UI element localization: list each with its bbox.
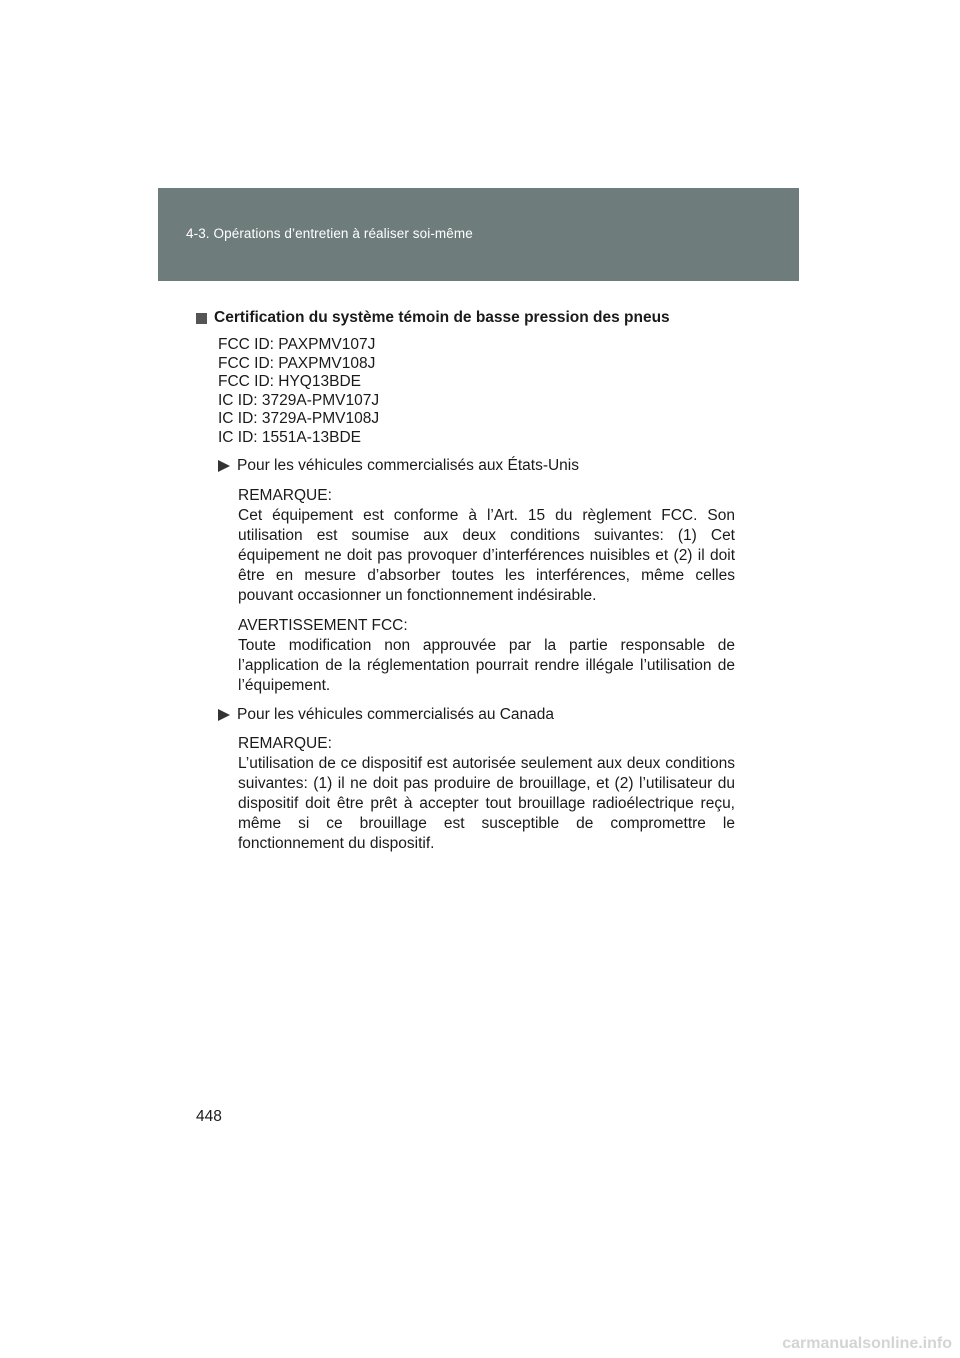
triangle-arrow-icon bbox=[218, 460, 230, 472]
warning-text: Toute modification non approuvée par la partie responsable de l’application de la réglementation pourrait rendre illégale l’utilisation de l’équipement. bbox=[238, 636, 735, 694]
id-line: IC ID: 3729A-PMV108J bbox=[218, 410, 380, 427]
usa-item bbox=[218, 457, 736, 476]
id-list bbox=[218, 336, 736, 447]
watermark: carmanualsonline.info bbox=[782, 1335, 952, 1352]
note-label: REMARQUE: bbox=[238, 486, 332, 504]
id-line: FCC ID: HYQ13BDE bbox=[218, 373, 361, 390]
warning-label: AVERTISSEMENT FCC: bbox=[238, 616, 408, 634]
heading-text: Certification du système témoin de basse pression des pneus bbox=[214, 309, 670, 326]
id-line: IC ID: 1551A-13BDE bbox=[218, 428, 362, 446]
note-label: REMARQUE: bbox=[238, 735, 332, 752]
id-line: FCC ID: PAXPMV108J bbox=[218, 354, 376, 372]
page-number: 448 bbox=[196, 1108, 222, 1125]
note-text: Cet équipement est conforme à l’Art. 15 du règlement FCC. Son utilisation est soumise aux deux conditions suivantes: (1) Cet équipement ne doit pas provoquer d’interférences nuisibles et (2) il doit être en mesure d’absorber toutes les interférences, même celles pouvant occasionner un fonctionnement indésirable. bbox=[238, 506, 735, 604]
square-bullet-icon bbox=[196, 313, 207, 324]
usa-note bbox=[238, 486, 735, 606]
id-line: FCC ID: PAXPMV107J bbox=[218, 336, 376, 353]
usa-warning bbox=[238, 616, 735, 696]
section-header-band bbox=[158, 188, 799, 281]
canada-title: Pour les véhicules commercialisés au Canada bbox=[237, 705, 555, 723]
usa-title: Pour les véhicules commercialisés aux États-Unis bbox=[237, 457, 579, 474]
section-heading bbox=[196, 308, 736, 328]
triangle-arrow-icon bbox=[218, 709, 230, 721]
note-text: L’utilisation de ce dispositif est autorisée seulement aux deux conditions suivantes: (1) il ne doit pas produire de brouillage, et (2) l’utilisateur du dispositif doit être prêt à accepter tout brouillage radioélectrique reçu, même si ce brouillage est susceptible de compromettre le fonctionnement du dispositif. bbox=[238, 755, 735, 852]
canada-item bbox=[218, 706, 736, 725]
canada-note bbox=[238, 734, 735, 854]
page-content bbox=[196, 308, 736, 854]
section-title: 4-3. Opérations d’entretien à réaliser soi-même bbox=[186, 226, 473, 241]
id-line: IC ID: 3729A-PMV107J bbox=[218, 391, 380, 409]
